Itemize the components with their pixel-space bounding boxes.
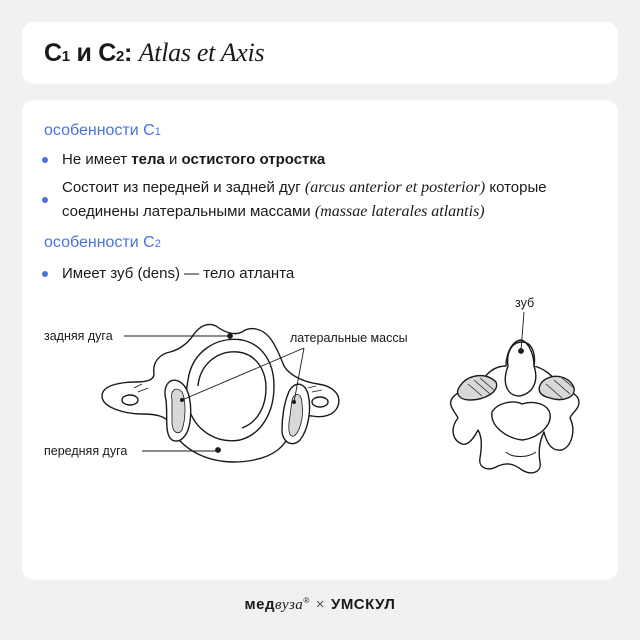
atlas-left-lateral-mass [165, 380, 191, 441]
title-and: и [69, 39, 99, 67]
label-lateral-masses: латеральные массы [290, 331, 408, 345]
title-colon: : [124, 39, 133, 67]
atlas-posterior-tubercle [228, 334, 232, 338]
bullet-latin-masses: (massae laterales atlantis) [314, 203, 485, 220]
footer-brand [0, 596, 640, 614]
bullet-text: Состоит из передней и задней дуг [62, 179, 305, 196]
section-heading-c1-sub: 1 [154, 126, 161, 138]
section-heading-c1-text: особенности C [44, 122, 155, 139]
content-card [22, 100, 618, 580]
axis-outline [451, 340, 579, 473]
bullet-bold-spinous: остистого отростка [181, 151, 326, 168]
title-sub1: 1 [61, 48, 70, 65]
label-dens: зуб [515, 296, 535, 310]
axis-right-facet [539, 376, 574, 399]
label-posterior-arch: задняя дуга [44, 329, 113, 343]
brand-separator: × [315, 596, 325, 613]
atlas-drawing [102, 324, 339, 462]
bullet-text-and: и [164, 151, 182, 168]
title-sub2: 2 [115, 48, 124, 65]
axis-drawing [451, 340, 579, 473]
title-latin: Atlas et Axis [138, 38, 265, 67]
title-c1: C [44, 39, 62, 67]
page-title [44, 38, 264, 68]
label-anterior-arch: передняя дуга [44, 444, 128, 458]
brand-umskul: УМСКУЛ [330, 596, 396, 613]
bullet-text: Не имеет [62, 151, 132, 168]
title-c2: C [98, 39, 116, 67]
title-card [22, 22, 618, 84]
bullet-text-masses: которые соединены латеральными массами [62, 179, 547, 220]
bullet-c2-dens: Имеет зуб (dens) — тело атланта [62, 262, 602, 286]
atlas-anterior-tubercle [216, 448, 220, 452]
bullet-bold-body: тела [131, 151, 165, 168]
brand-medvuza-a: мед [244, 596, 275, 613]
vertebrae-illustration [22, 100, 618, 580]
section-heading-c2-sub: 2 [154, 238, 161, 250]
brand-medvuza-b: вуза [274, 597, 304, 613]
brand-reg: ® [303, 596, 310, 605]
bullet-latin-arches: (arcus anterior et posterior) [304, 179, 486, 196]
section-heading-c2-text: особенности C [44, 234, 155, 251]
